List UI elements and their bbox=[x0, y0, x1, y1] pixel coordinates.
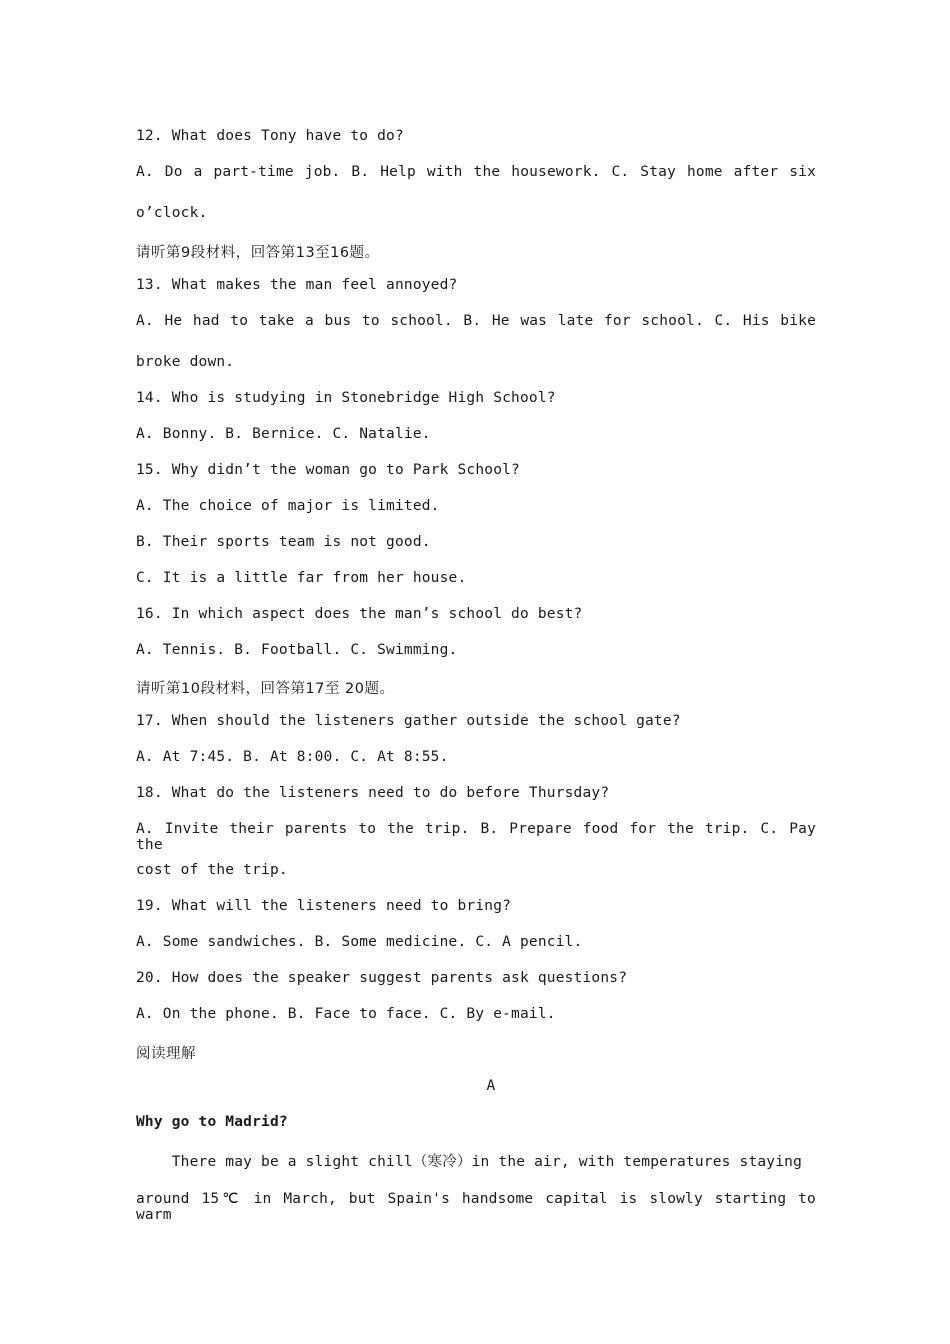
question-12-options-cont: o’clock. bbox=[136, 205, 208, 221]
question-15-option-b: B. Their sports team is not good. bbox=[136, 534, 431, 550]
question-17: 17. When should the listeners gather outside the school gate? bbox=[136, 713, 681, 729]
question-16: 16. In which aspect does the man’s school do best? bbox=[136, 606, 583, 622]
question-13-options-cont: broke down. bbox=[136, 354, 235, 370]
question-18-options: A. Invite their parents to the trip. B. Prepare food for the trip. C. Pay the bbox=[136, 821, 816, 853]
passage-title: Why go to Madrid? bbox=[136, 1114, 288, 1130]
question-19: 19. What will the listeners need to bring? bbox=[136, 898, 512, 914]
passage-paragraph-line-2: around 15℃ in March, but Spain's handsome capital is slowly starting to warm bbox=[136, 1191, 816, 1223]
question-14-options: A. Bonny. B. Bernice. C. Natalie. bbox=[136, 426, 431, 442]
question-15-option-a: A. The choice of major is limited. bbox=[136, 498, 440, 514]
question-12: 12. What does Tony have to do? bbox=[136, 128, 404, 144]
question-20: 20. How does the speaker suggest parents ask questions? bbox=[136, 970, 628, 986]
question-15: 15. Why didn’t the woman go to Park School? bbox=[136, 462, 520, 478]
section-instruction-10: 请听第10段材料，回答第17至 20题。 bbox=[136, 681, 395, 697]
section-instruction-9: 请听第9段材料，回答第13至16题。 bbox=[136, 245, 380, 261]
question-18: 18. What do the listeners need to do before Thursday? bbox=[136, 785, 610, 801]
question-16-options: A. Tennis. B. Football. C. Swimming. bbox=[136, 642, 458, 658]
passage-paragraph-line-1: There may be a slight chill（寒冷）in the air, with temperatures staying bbox=[136, 1154, 803, 1170]
section-heading-reading: 阅读理解 bbox=[136, 1046, 196, 1062]
question-17-options: A. At 7:45. B. At 8:00. C. At 8:55. bbox=[136, 749, 449, 765]
question-20-options: A. On the phone. B. Face to face. C. By e-mail. bbox=[136, 1006, 556, 1022]
question-13-options: A. He had to take a bus to school. B. He was late for school. C. His bike bbox=[136, 313, 816, 329]
passage-label: A bbox=[486, 1078, 496, 1094]
question-14: 14. Who is studying in Stonebridge High School? bbox=[136, 390, 556, 406]
question-13: 13. What makes the man feel annoyed? bbox=[136, 277, 458, 293]
question-18-options-cont: cost of the trip. bbox=[136, 862, 288, 878]
question-12-options: A. Do a part-time job. B. Help with the housework. C. Stay home after six bbox=[136, 164, 816, 180]
question-15-option-c: C. It is a little far from her house. bbox=[136, 570, 467, 586]
question-19-options: A. Some sandwiches. B. Some medicine. C. A pencil. bbox=[136, 934, 583, 950]
